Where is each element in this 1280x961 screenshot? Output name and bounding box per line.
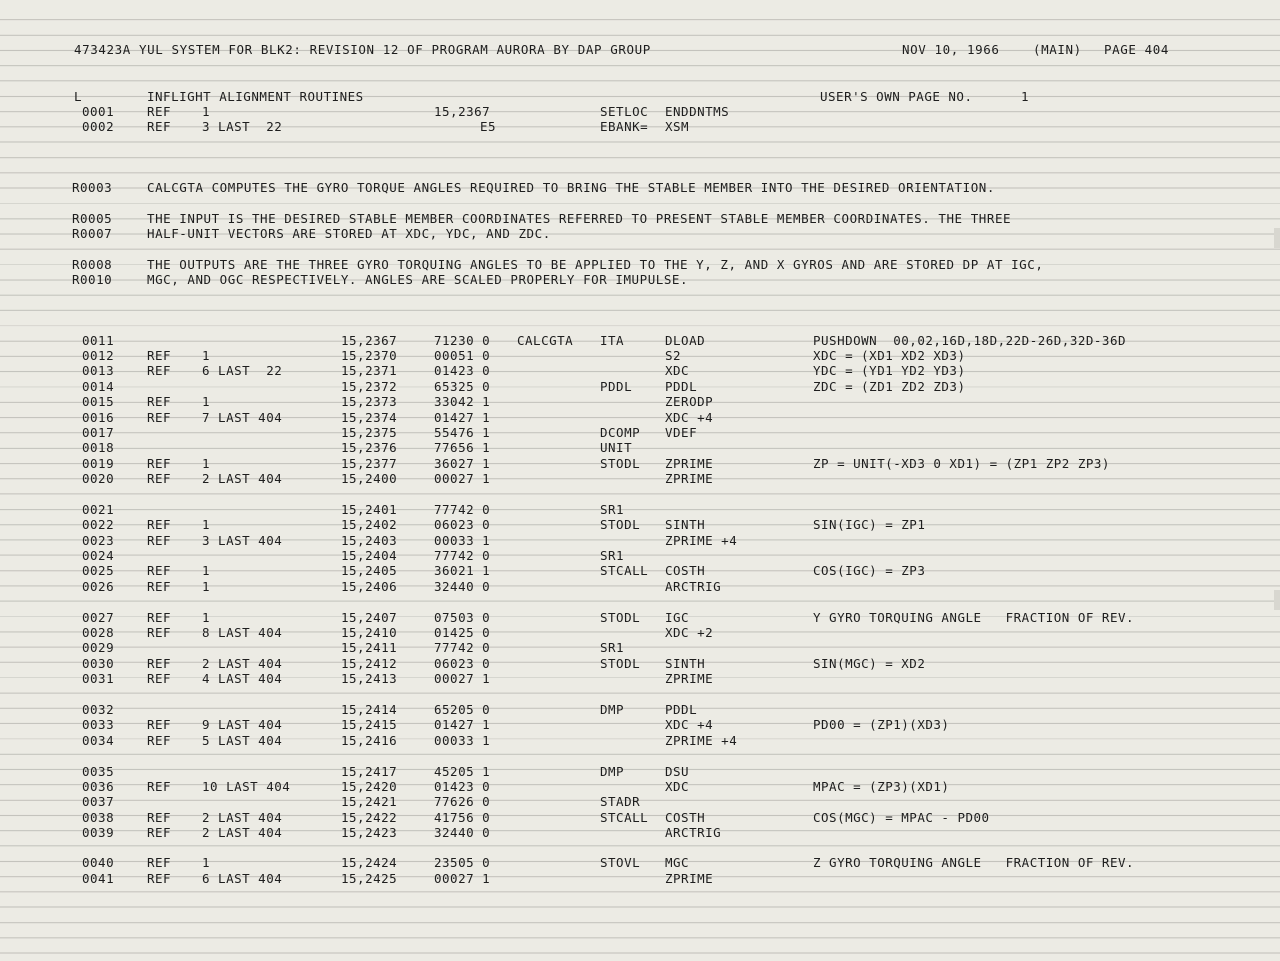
listing-row bbox=[0, 440, 1280, 456]
row-opcode: DMP bbox=[600, 702, 625, 717]
row-seq: 0031 bbox=[82, 671, 115, 686]
row-operand: ZPRIME bbox=[665, 871, 714, 886]
row-seq: 0017 bbox=[82, 425, 115, 440]
row-address: 15,2370 bbox=[341, 348, 398, 363]
row-ref: REF bbox=[147, 456, 172, 471]
listing-row bbox=[0, 517, 1280, 533]
listing-row bbox=[0, 825, 1280, 841]
row-address: 15,2421 bbox=[341, 794, 398, 809]
row-ref-detail: 1 bbox=[202, 563, 211, 578]
row-operand: ZPRIME +4 bbox=[665, 533, 738, 548]
listing-row bbox=[0, 625, 1280, 641]
row-seq: 0041 bbox=[82, 871, 115, 886]
row-seq: 0018 bbox=[82, 440, 115, 455]
row-seq: 0026 bbox=[82, 579, 115, 594]
row-ref-detail: 2 LAST 404 bbox=[202, 656, 283, 671]
row-octal-word: 77742 0 bbox=[434, 548, 491, 563]
row-seq: 0013 bbox=[82, 363, 115, 378]
row-seq: 0011 bbox=[82, 333, 115, 348]
listing-row bbox=[0, 794, 1280, 810]
row-ref: REF bbox=[147, 717, 172, 732]
row-address: E5 bbox=[480, 119, 497, 134]
row-comment: PD00 = (ZP1)(XD3) bbox=[813, 717, 950, 732]
row-comment: PUSHDOWN 00,02,16D,18D,22D-26D,32D-36D bbox=[813, 333, 1126, 348]
row-ref-detail: 9 LAST 404 bbox=[202, 717, 283, 732]
row-ref-detail: 8 LAST 404 bbox=[202, 625, 283, 640]
comment-line bbox=[0, 272, 1280, 288]
listing-row bbox=[0, 333, 1280, 349]
row-opcode: PDDL bbox=[600, 379, 633, 394]
row-seq: 0029 bbox=[82, 640, 115, 655]
row-opcode: SR1 bbox=[600, 548, 625, 563]
row-comment: ZDC = (ZD1 ZD2 ZD3) bbox=[813, 379, 966, 394]
row-ref: REF bbox=[147, 610, 172, 625]
row-ref: REF bbox=[147, 104, 172, 119]
row-octal-word: 77742 0 bbox=[434, 502, 491, 517]
row-comment: MPAC = (ZP3)(XD1) bbox=[813, 779, 950, 794]
row-ref: REF bbox=[147, 671, 172, 686]
row-opcode: SR1 bbox=[600, 502, 625, 517]
listing-row bbox=[0, 425, 1280, 441]
row-seq: 0001 bbox=[82, 104, 115, 119]
row-operand: COSTH bbox=[665, 810, 706, 825]
row-octal-word: 01427 1 bbox=[434, 410, 491, 425]
row-ref-detail: 1 bbox=[202, 348, 211, 363]
listing-row bbox=[0, 563, 1280, 579]
row-ref-detail: 1 bbox=[202, 394, 211, 409]
row-seq: 0032 bbox=[82, 702, 115, 717]
row-ref-detail: 3 LAST 404 bbox=[202, 533, 283, 548]
row-address: 15,2424 bbox=[341, 855, 398, 870]
row-operand: DSU bbox=[665, 764, 690, 779]
row-opcode: STOVL bbox=[600, 855, 641, 870]
row-ref-detail: 1 bbox=[202, 104, 211, 119]
listing-row bbox=[0, 119, 1280, 135]
row-octal-word: 65325 0 bbox=[434, 379, 491, 394]
listing-row bbox=[0, 702, 1280, 718]
listing-row bbox=[0, 579, 1280, 595]
section-marker: L bbox=[74, 89, 83, 104]
row-address: 15,2374 bbox=[341, 410, 398, 425]
row-octal-word: 00027 1 bbox=[434, 471, 491, 486]
row-opcode: DMP bbox=[600, 764, 625, 779]
comment-line bbox=[0, 180, 1280, 196]
row-opcode: STADR bbox=[600, 794, 641, 809]
listing-row bbox=[0, 810, 1280, 826]
listing-row bbox=[0, 502, 1280, 518]
row-operand: XDC +4 bbox=[665, 717, 714, 732]
row-address: 15,2423 bbox=[341, 825, 398, 840]
comment-id: R0010 bbox=[72, 272, 113, 287]
row-ref: REF bbox=[147, 563, 172, 578]
row-ref: REF bbox=[147, 363, 172, 378]
row-octal-word: 77742 0 bbox=[434, 640, 491, 655]
row-seq: 0034 bbox=[82, 733, 115, 748]
row-ref: REF bbox=[147, 779, 172, 794]
row-opcode: ITA bbox=[600, 333, 625, 348]
row-operand: ZPRIME bbox=[665, 671, 714, 686]
row-octal-word: 01423 0 bbox=[434, 779, 491, 794]
row-ref-detail: 6 LAST 22 bbox=[202, 363, 283, 378]
section-title: INFLIGHT ALIGNMENT ROUTINES bbox=[147, 89, 364, 104]
row-address: 15,2401 bbox=[341, 502, 398, 517]
comment-text: MGC, AND OGC RESPECTIVELY. ANGLES ARE SCALED PROPERLY FOR IMUPULSE. bbox=[147, 272, 689, 287]
row-operand: MGC bbox=[665, 855, 690, 870]
row-octal-word: 06023 0 bbox=[434, 656, 491, 671]
row-ref-detail: 1 bbox=[202, 456, 211, 471]
row-ref: REF bbox=[147, 410, 172, 425]
row-comment: XDC = (XD1 XD2 XD3) bbox=[813, 348, 966, 363]
comment-id: R0007 bbox=[72, 226, 113, 241]
row-octal-word: 33042 1 bbox=[434, 394, 491, 409]
section-header bbox=[0, 89, 1280, 105]
listing-row bbox=[0, 871, 1280, 887]
row-operand: SINTH bbox=[665, 656, 706, 671]
row-seq: 0033 bbox=[82, 717, 115, 732]
row-comment: ZP = UNIT(-XD3 0 XD1) = (ZP1 ZP2 ZP3) bbox=[813, 456, 1110, 471]
row-seq: 0038 bbox=[82, 810, 115, 825]
listing-row bbox=[0, 548, 1280, 564]
comment-line bbox=[0, 211, 1280, 227]
row-octal-word: 71230 0 bbox=[434, 333, 491, 348]
row-opcode: STODL bbox=[600, 656, 641, 671]
row-label: CALCGTA bbox=[517, 333, 574, 348]
row-ref-detail: 1 bbox=[202, 610, 211, 625]
row-ref-detail: 5 LAST 404 bbox=[202, 733, 283, 748]
row-operand: PDDL bbox=[665, 379, 698, 394]
row-opcode: DCOMP bbox=[600, 425, 641, 440]
comment-id: R0003 bbox=[72, 180, 113, 195]
row-octal-word: 55476 1 bbox=[434, 425, 491, 440]
listing-row bbox=[0, 379, 1280, 395]
row-ref: REF bbox=[147, 825, 172, 840]
row-operand: XDC +2 bbox=[665, 625, 714, 640]
listing-row bbox=[0, 394, 1280, 410]
row-octal-word: 00051 0 bbox=[434, 348, 491, 363]
row-opcode: UNIT bbox=[600, 440, 633, 455]
users-page-number: 1 bbox=[1021, 89, 1030, 104]
row-ref: REF bbox=[147, 855, 172, 870]
row-address: 15,2403 bbox=[341, 533, 398, 548]
row-seq: 0016 bbox=[82, 410, 115, 425]
row-seq: 0014 bbox=[82, 379, 115, 394]
row-address: 15,2413 bbox=[341, 671, 398, 686]
row-comment: Y GYRO TORQUING ANGLE FRACTION OF REV. bbox=[813, 610, 1135, 625]
row-operand: ARCTRIG bbox=[665, 579, 722, 594]
row-address: 15,2412 bbox=[341, 656, 398, 671]
comment-line bbox=[0, 257, 1280, 273]
row-seq: 0035 bbox=[82, 764, 115, 779]
row-octal-word: 36027 1 bbox=[434, 456, 491, 471]
comment-line bbox=[0, 226, 1280, 242]
row-comment: SIN(IGC) = ZP1 bbox=[813, 517, 926, 532]
row-operand: XDC bbox=[665, 363, 690, 378]
row-seq: 0025 bbox=[82, 563, 115, 578]
row-seq: 0027 bbox=[82, 610, 115, 625]
listing-row bbox=[0, 733, 1280, 749]
header-mode: (MAIN) bbox=[1033, 42, 1082, 57]
listing-row bbox=[0, 456, 1280, 472]
row-ref-detail: 6 LAST 404 bbox=[202, 871, 283, 886]
row-address: 15,2405 bbox=[341, 563, 398, 578]
row-address: 15,2402 bbox=[341, 517, 398, 532]
row-opcode: SETLOC bbox=[600, 104, 649, 119]
row-octal-word: 06023 0 bbox=[434, 517, 491, 532]
row-seq: 0015 bbox=[82, 394, 115, 409]
row-address: 15,2375 bbox=[341, 425, 398, 440]
row-ref: REF bbox=[147, 656, 172, 671]
listing-row bbox=[0, 610, 1280, 626]
row-ref-detail: 4 LAST 404 bbox=[202, 671, 283, 686]
row-ref-detail: 2 LAST 404 bbox=[202, 471, 283, 486]
row-octal-word: 01425 0 bbox=[434, 625, 491, 640]
row-ref-detail: 2 LAST 404 bbox=[202, 825, 283, 840]
users-page-label: USER'S OWN PAGE NO. bbox=[820, 89, 973, 104]
row-ref: REF bbox=[147, 348, 172, 363]
row-octal-word: 00027 1 bbox=[434, 671, 491, 686]
row-seq: 0021 bbox=[82, 502, 115, 517]
row-address: 15,2407 bbox=[341, 610, 398, 625]
row-seq: 0039 bbox=[82, 825, 115, 840]
row-operand: S2 bbox=[665, 348, 682, 363]
row-address: 15,2376 bbox=[341, 440, 398, 455]
row-address: 15,2411 bbox=[341, 640, 398, 655]
row-operand: ZPRIME +4 bbox=[665, 733, 738, 748]
row-octal-word: 65205 0 bbox=[434, 702, 491, 717]
row-seq: 0036 bbox=[82, 779, 115, 794]
row-octal-word: 32440 0 bbox=[434, 825, 491, 840]
row-operand: XDC +4 bbox=[665, 410, 714, 425]
listing-row bbox=[0, 363, 1280, 379]
row-address: 15,2377 bbox=[341, 456, 398, 471]
row-seq: 0030 bbox=[82, 656, 115, 671]
row-address: 15,2414 bbox=[341, 702, 398, 717]
listing-row bbox=[0, 717, 1280, 733]
comment-text: HALF-UNIT VECTORS ARE STORED AT XDC, YDC, AND ZDC. bbox=[147, 226, 551, 241]
listing-row bbox=[0, 533, 1280, 549]
row-seq: 0023 bbox=[82, 533, 115, 548]
row-ref-detail: 1 bbox=[202, 579, 211, 594]
row-seq: 0028 bbox=[82, 625, 115, 640]
row-comment: YDC = (YD1 YD2 YD3) bbox=[813, 363, 966, 378]
row-seq: 0024 bbox=[82, 548, 115, 563]
row-octal-word: 01427 1 bbox=[434, 717, 491, 732]
row-address: 15,2406 bbox=[341, 579, 398, 594]
row-octal-word: 77626 0 bbox=[434, 794, 491, 809]
row-ref-detail: 10 LAST 404 bbox=[202, 779, 291, 794]
row-operand: VDEF bbox=[665, 425, 698, 440]
row-seq: 0020 bbox=[82, 471, 115, 486]
perforation-mark bbox=[1274, 590, 1280, 610]
row-octal-word: 23505 0 bbox=[434, 855, 491, 870]
row-address: 15,2400 bbox=[341, 471, 398, 486]
row-octal-word: 07503 0 bbox=[434, 610, 491, 625]
header-date: NOV 10, 1966 bbox=[902, 42, 1000, 57]
row-seq: 0022 bbox=[82, 517, 115, 532]
row-address: 15,2410 bbox=[341, 625, 398, 640]
row-ref: REF bbox=[147, 119, 172, 134]
listing-row bbox=[0, 656, 1280, 672]
row-comment: SIN(MGC) = XD2 bbox=[813, 656, 926, 671]
row-seq: 0040 bbox=[82, 855, 115, 870]
row-operand: ZPRIME bbox=[665, 456, 714, 471]
page-header bbox=[0, 42, 1280, 58]
comment-id: R0008 bbox=[72, 257, 113, 272]
row-octal-word: 00027 1 bbox=[434, 871, 491, 886]
header-program-title: 473423A YUL SYSTEM FOR BLK2: REVISION 12 OF PROGRAM AURORA BY DAP GROUP bbox=[74, 42, 651, 57]
comment-id: R0005 bbox=[72, 211, 113, 226]
listing-row bbox=[0, 779, 1280, 795]
row-octal-word: 41756 0 bbox=[434, 810, 491, 825]
row-operand: PDDL bbox=[665, 702, 698, 717]
listing-row bbox=[0, 410, 1280, 426]
row-operand: ZPRIME bbox=[665, 471, 714, 486]
row-octal-word: 00033 1 bbox=[434, 533, 491, 548]
row-comment: Z GYRO TORQUING ANGLE FRACTION OF REV. bbox=[813, 855, 1135, 870]
row-ref: REF bbox=[147, 871, 172, 886]
row-opcode: EBANK= bbox=[600, 119, 649, 134]
row-octal-word: 01423 0 bbox=[434, 363, 491, 378]
row-operand: DLOAD bbox=[665, 333, 706, 348]
row-ref: REF bbox=[147, 533, 172, 548]
row-ref: REF bbox=[147, 810, 172, 825]
perforation-mark bbox=[1274, 228, 1280, 248]
comment-text: THE OUTPUTS ARE THE THREE GYRO TORQUING ANGLES TO BE APPLIED TO THE Y, Z, AND X GYROS AND ARE STORED DP AT IGC, bbox=[147, 257, 1044, 272]
listing-row bbox=[0, 671, 1280, 687]
row-opcode: SR1 bbox=[600, 640, 625, 655]
row-comment: COS(MGC) = MPAC - PD00 bbox=[813, 810, 990, 825]
listing-row bbox=[0, 104, 1280, 120]
row-operand: COSTH bbox=[665, 563, 706, 578]
listing-row bbox=[0, 348, 1280, 364]
header-page-number: PAGE 404 bbox=[1104, 42, 1170, 57]
row-opcode: STODL bbox=[600, 517, 641, 532]
row-ref: REF bbox=[147, 579, 172, 594]
row-address: 15,2425 bbox=[341, 871, 398, 886]
comment-text: THE INPUT IS THE DESIRED STABLE MEMBER COORDINATES REFERRED TO PRESENT STABLE MEMBER COORDINATES. THE THREE bbox=[147, 211, 1012, 226]
row-address: 15,2373 bbox=[341, 394, 398, 409]
row-operand: XDC bbox=[665, 779, 690, 794]
listing-row bbox=[0, 764, 1280, 780]
row-seq: 0012 bbox=[82, 348, 115, 363]
row-octal-word: 00033 1 bbox=[434, 733, 491, 748]
comment-text: CALCGTA COMPUTES THE GYRO TORQUE ANGLES REQUIRED TO BRING THE STABLE MEMBER INTO THE DESIRED ORIENTATION. bbox=[147, 180, 995, 195]
row-octal-word: 36021 1 bbox=[434, 563, 491, 578]
listing-row bbox=[0, 640, 1280, 656]
row-ref: REF bbox=[147, 394, 172, 409]
row-operand: ENDDNTMS bbox=[665, 104, 730, 119]
row-address: 15,2417 bbox=[341, 764, 398, 779]
row-ref-detail: 1 bbox=[202, 517, 211, 532]
row-operand: IGC bbox=[665, 610, 690, 625]
row-ref-detail: 7 LAST 404 bbox=[202, 410, 283, 425]
row-address: 15,2422 bbox=[341, 810, 398, 825]
row-octal-word: 32440 0 bbox=[434, 579, 491, 594]
row-address: 15,2404 bbox=[341, 548, 398, 563]
row-ref: REF bbox=[147, 471, 172, 486]
row-comment: COS(IGC) = ZP3 bbox=[813, 563, 926, 578]
row-address: 15,2415 bbox=[341, 717, 398, 732]
row-octal-word: 77656 1 bbox=[434, 440, 491, 455]
listing-row bbox=[0, 855, 1280, 871]
row-opcode: STCALL bbox=[600, 810, 649, 825]
row-address: 15,2420 bbox=[341, 779, 398, 794]
row-address: 15,2367 bbox=[341, 333, 398, 348]
listing-row bbox=[0, 471, 1280, 487]
row-ref: REF bbox=[147, 733, 172, 748]
row-opcode: STCALL bbox=[600, 563, 649, 578]
row-address: 15,2371 bbox=[341, 363, 398, 378]
row-ref-detail: 3 LAST 22 bbox=[202, 119, 283, 134]
row-ref: REF bbox=[147, 625, 172, 640]
row-seq: 0019 bbox=[82, 456, 115, 471]
row-address: 15,2372 bbox=[341, 379, 398, 394]
row-operand: SINTH bbox=[665, 517, 706, 532]
row-address: 15,2367 bbox=[434, 104, 491, 119]
row-operand: ZERODP bbox=[665, 394, 714, 409]
row-ref: REF bbox=[147, 517, 172, 532]
row-opcode: STODL bbox=[600, 610, 641, 625]
row-ref-detail: 2 LAST 404 bbox=[202, 810, 283, 825]
row-seq: 0002 bbox=[82, 119, 115, 134]
row-seq: 0037 bbox=[82, 794, 115, 809]
row-octal-word: 45205 1 bbox=[434, 764, 491, 779]
row-ref-detail: 1 bbox=[202, 855, 211, 870]
row-operand: ARCTRIG bbox=[665, 825, 722, 840]
row-opcode: STODL bbox=[600, 456, 641, 471]
row-operand: XSM bbox=[665, 119, 690, 134]
row-address: 15,2416 bbox=[341, 733, 398, 748]
